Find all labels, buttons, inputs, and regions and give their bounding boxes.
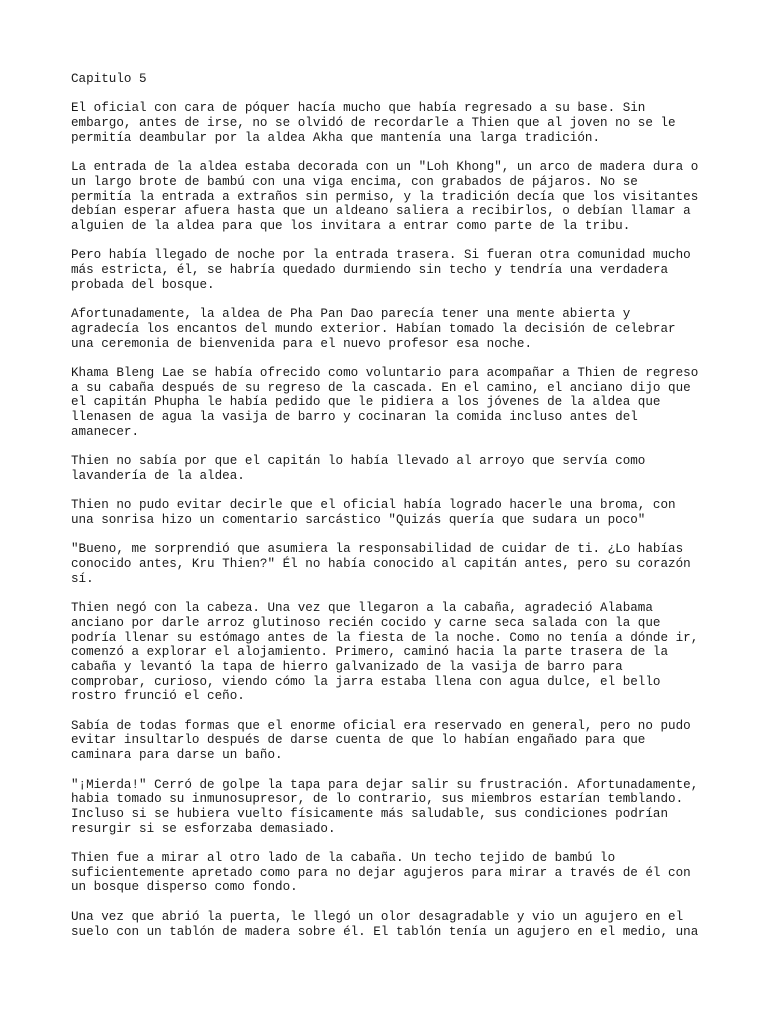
text-line: resurgir si se esforzaba demasiado. <box>71 821 336 836</box>
text-line: cabaña y levantó la tapa de hierro galvanizado de la vasija de barro para <box>71 659 623 674</box>
paragraph <box>71 454 711 483</box>
text-line: Sabía de todas formas que el enorme oficial era reservado en general, pero no pudo <box>71 718 691 733</box>
text-line: "¡Mierda!" Cerró de golpe la tapa para dejar salir su frustración. Afortunadamente, <box>71 777 699 792</box>
text-line: Una vez que abrió la puerta, le llegó un olor desagradable y vio un agujero en el <box>71 909 684 924</box>
paragraph <box>71 160 711 234</box>
text-line: el capitán Phupha le había pedido que le pidiera a los jóvenes de la aldea que <box>71 395 661 410</box>
text-line: a su cabaña después de su regreso de la cascada. En el camino, el anciano dijo que <box>71 380 691 395</box>
text-line: conocido antes, Kru Thien?" Él no había conocido al capitán antes, pero su corazón <box>71 557 691 572</box>
paragraph <box>71 498 711 527</box>
document-body <box>71 72 711 954</box>
text-line: suelo con un tablón de madera sobre él. El tablón tenía un agujero en el medio, una <box>71 924 699 939</box>
text-line: un bosque disperso como fondo. <box>71 880 298 895</box>
text-line: Thien negó con la cabeza. Una vez que llegaron a la cabaña, agradeció Alabama <box>71 601 653 616</box>
text-line: caminara para darse un baño. <box>71 748 283 763</box>
paragraph <box>71 851 711 895</box>
paragraph <box>71 101 711 145</box>
chapter-title: Capitulo 5 <box>71 72 147 86</box>
paragraph <box>71 719 711 763</box>
text-line: amanecer. <box>71 424 140 439</box>
paragraph <box>71 248 711 292</box>
text-line: El oficial con cara de póquer hacía mucho que había regresado a su base. Sin <box>71 101 646 116</box>
text-line: agradecía los encantos del mundo exterior. Habían tomado la decisión de celebrar <box>71 321 676 336</box>
text-line: Incluso si se hubiera vuelto físicamente más saludable, sus condiciones podrían <box>71 806 669 821</box>
text-line: rostro frunció el ceño. <box>71 689 245 704</box>
paragraph <box>71 910 711 939</box>
text-line: lavandería de la aldea. <box>71 468 245 483</box>
text-line: Pero había llegado de noche por la entrada trasera. Si fueran otra comunidad mucho <box>71 248 691 263</box>
text-line: podría llenar su estómago antes de la fiesta de la noche. Como no tenía a dónde ir, <box>71 630 699 645</box>
text-line: probada del bosque. <box>71 277 215 292</box>
text-line: una ceremonia de bienvenida para el nuevo profesor esa noche. <box>71 336 533 351</box>
text-line: habia tomado su inmunosupresor, de lo contrario, sus miembros estarían temblando. <box>71 792 684 807</box>
text-line: "Bueno, me sorprendió que asumiera la responsabilidad de cuidar de ti. ¿Lo habías <box>71 542 684 557</box>
text-line: Thien fue a mirar al otro lado de la cabaña. Un techo tejido de bambú lo <box>71 851 616 866</box>
text-line: embargo, antes de irse, no se olvidó de recordarle a Thien que al joven no se le <box>71 116 676 131</box>
text-line: permitía la entrada a extraños sin permiso, y la tradición decía que los visitantes <box>71 189 699 204</box>
text-line: evitar insultarlo después de darse cuenta de que lo habían engañado para que <box>71 733 646 748</box>
text-line: comprobar, curioso, viendo cómo la jarra estaba llena con agua dulce, el bello <box>71 674 661 689</box>
text-line: Khama Bleng Lae se había ofrecido como voluntario para acompañar a Thien de regreso <box>71 365 699 380</box>
text-line: permitía deambular por la aldea Akha que mantenía una larga tradición. <box>71 130 601 145</box>
text-line: suficientemente apretado como para no dejar agujeros para mirar a través de él con <box>71 865 691 880</box>
text-line: Afortunadamente, la aldea de Pha Pan Dao parecía tener una mente abierta y <box>71 307 631 322</box>
paragraph <box>71 307 711 351</box>
text-line: La entrada de la aldea estaba decorada con un "Loh Khong", un arco de madera dura o <box>71 160 699 175</box>
text-line: un largo brote de bambú con una viga encima, con grabados de pájaros. No se <box>71 174 638 189</box>
text-line: Thien no pudo evitar decirle que el oficial había logrado hacerle una broma, con <box>71 498 676 513</box>
text-line: llenasen de agua la vasija de barro y cocinaran la comida incluso antes del <box>71 410 638 425</box>
text-line: anciano por darle arroz glutinoso recién cocido y carne seca salada con la que <box>71 615 661 630</box>
paragraph <box>71 778 711 837</box>
text-line: comenzó a explorar el alojamiento. Primero, caminó hacia la parte trasera de la <box>71 645 669 660</box>
text-line: debían esperar afuera hasta que un aldeano saliera a recibirlos, o debían llamar a <box>71 204 691 219</box>
text-line: alguien de la aldea para que los invitara a entrar como parte de la tribu. <box>71 219 631 233</box>
text-line: más estricta, él, se habría quedado durmiendo sin techo y tendría una verdadera <box>71 263 669 278</box>
text-line: sí. <box>71 571 94 586</box>
paragraph <box>71 366 711 440</box>
paragraph <box>71 542 711 586</box>
paragraph-list <box>71 101 711 939</box>
text-line: Thien no sabía por que el capitán lo había llevado al arroyo que servía como <box>71 454 646 469</box>
paragraph <box>71 601 711 704</box>
text-line: una sonrisa hizo un comentario sarcástico "Quizás quería que sudara un poco" <box>71 512 646 527</box>
